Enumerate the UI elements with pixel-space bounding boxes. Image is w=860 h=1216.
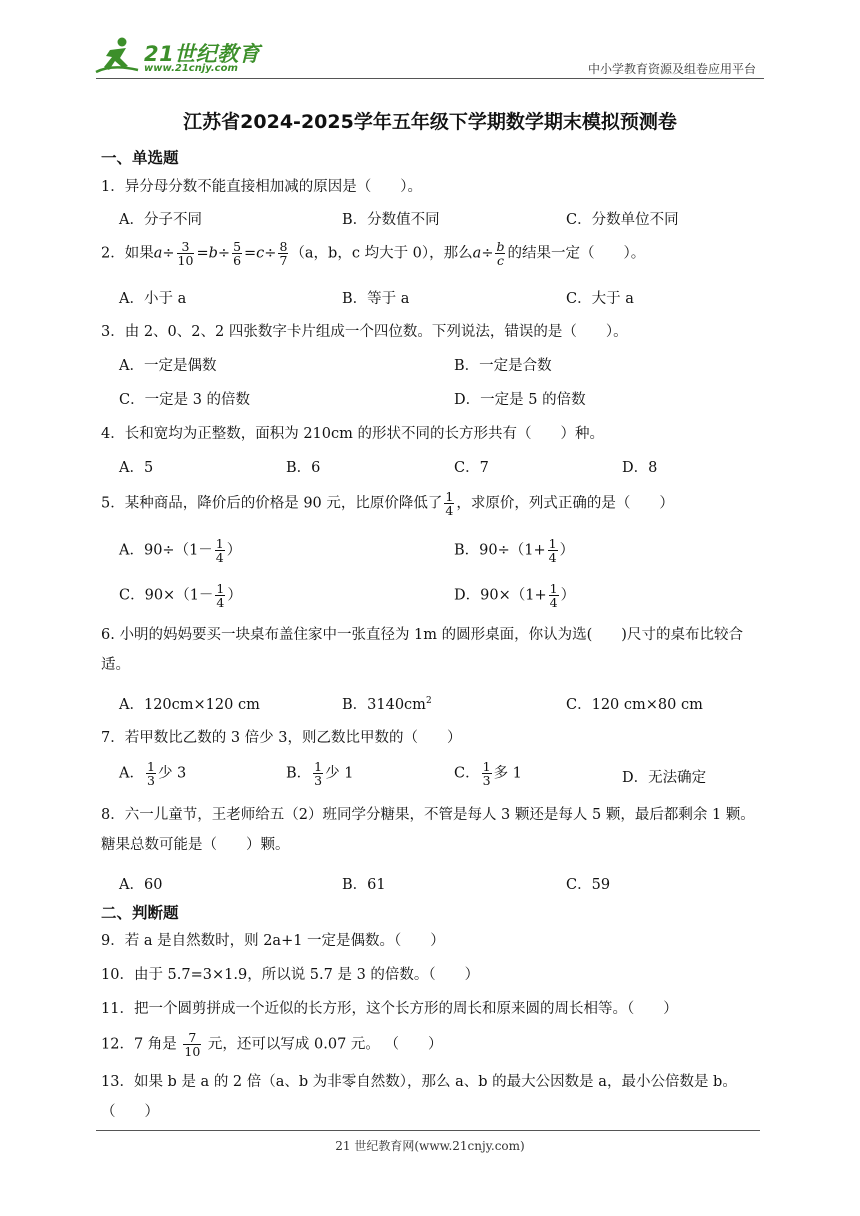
q2-condition: （a，b，c 均大于 0），那么 — [290, 245, 473, 262]
q2-lead: 2．如果 — [101, 245, 154, 262]
question-11: 11．把一个圆剪拼成一个近似的长方形，这个长方形的周长和原来圆的周长相等。（ ） — [101, 1001, 678, 1017]
question-5: 5．某种商品，降价后的价格是 90 元，比原价降低了 $\frac{1}{4}$ ，求原价，列式正确的是（ ） — [101, 489, 674, 519]
header-platform-name: 中小学教育资源及组卷应用平台 — [587, 62, 756, 76]
q5-option-a: A．90÷（1－ $\frac{1}{4}$ ） — [119, 536, 242, 566]
page-title: 江苏省2024-2025学年五年级下学期数学期末模拟预测卷 — [183, 111, 677, 133]
q3-option-b: B．一定是合数 — [454, 358, 552, 374]
q3-option-c: C．一定是 3 的倍数 — [119, 392, 251, 408]
question-3: 3．由 2、0、2、2 四张数字卡片组成一个四位数。下列说法，错误的是（ ）。 — [101, 324, 628, 340]
q5-option-b: B．90÷（1+ $\frac{1}{4}$ ） — [454, 536, 575, 566]
section-title-true-false: 二、判断题 — [101, 904, 179, 922]
q3-option-a: A．一定是偶数 — [119, 358, 217, 374]
q1-option-a: A．分子不同 — [119, 212, 202, 228]
q5-option-c: C．90×（1－ $\frac{1}{4}$ ） — [119, 581, 242, 611]
fraction-b-c: $\frac{b}{c}$ — [496, 239, 505, 269]
q2-option-b: B．等于 a — [342, 291, 410, 307]
question-1: 1．异分母分数不能直接相加减的原因是（ ）。 — [101, 179, 422, 195]
q4-option-a: A．5 — [119, 460, 154, 476]
q2-option-c: C．大于 a — [566, 291, 634, 307]
q2-option-a: A．小于 a — [119, 291, 187, 307]
q2-tail: 的结果一定（ ）。 — [507, 245, 646, 262]
q1-option-b: B．分数值不同 — [342, 212, 440, 228]
fraction-1-4: $\frac{1}{4}$ — [445, 489, 454, 519]
q4-option-b: B．6 — [286, 460, 321, 476]
q3-option-d: D．一定是 5 的倍数 — [454, 392, 586, 408]
q6-option-c: C．120 cm×80 cm — [566, 697, 703, 713]
q1-option-c: C．分数单位不同 — [566, 212, 679, 228]
page-footer: 21 世纪教育网(www.21cnjy.com) — [335, 1139, 525, 1153]
fraction-8-7: $\frac{8}{7}$ — [279, 239, 288, 269]
logo-text: 21世纪教育 — [144, 42, 261, 66]
question-12: 12．7 角是 $\frac{7}{10}$ 元，还可以写成 0.07 元。 （ ） — [101, 1030, 443, 1060]
fraction-3-10: $\frac{3}{10}$ — [177, 239, 194, 269]
site-logo — [92, 36, 262, 78]
q7-option-c: C． $\frac{1}{3}$ 多 1 — [454, 759, 522, 789]
question-4: 4．长和宽均为正整数，面积为 210cm 的形状不同的长方形共有（ ）种。 — [101, 426, 604, 442]
op-div: ÷ — [162, 245, 175, 262]
question-7: 7．若甲数比乙数的 3 倍少 3，则乙数比甲数的（ ） — [101, 730, 462, 746]
question-6: 6. 小明的妈妈要买一块桌布盖住家中一张直径为 1m 的圆形桌面，你认为选( )尺寸的桌布比较合适。 — [101, 627, 743, 673]
q4-option-c: C．7 — [454, 460, 489, 476]
q6-option-b: B．$3140cm^2$ — [342, 696, 432, 713]
header-divider — [96, 78, 764, 79]
footer-divider — [96, 1130, 760, 1131]
question-10: 10．由于 5.7=3×1.9，所以说 5.7 是 3 的倍数。（ ） — [101, 967, 480, 983]
question-9: 9．若 a 是自然数时，则 2a+1 一定是偶数。（ ） — [101, 933, 445, 949]
question-2: 2．如果a÷ $\frac{3}{10}$ =b÷ $\frac{5}{6}$ =c÷ $\frac{8}{7}$ （a，b，c 均大于 0），那么a÷ $\frac{b}{c}$ 的结果一定（ ）。 — [101, 239, 646, 269]
q7-option-b: B． $\frac{1}{3}$ 少 1 — [286, 759, 354, 789]
q4-option-d: D．8 — [622, 460, 658, 476]
page-header — [0, 0, 860, 82]
section-title-single-choice: 一、单选题 — [101, 149, 179, 167]
question-8: 8．六一儿童节，王老师给五（2）班同学分糖果，不管是每人 3 颗还是每人 5 颗，最后都剩余 1 颗。糖果总数可能是（ ）颗。 — [101, 807, 755, 853]
q8-option-c: C．59 — [566, 877, 611, 893]
q5-option-d: D．90×（1+ $\frac{1}{4}$ ） — [454, 581, 576, 611]
q8-option-a: A．60 — [119, 877, 163, 893]
question-13: 13．如果 b 是 a 的 2 倍（a、b 为非零自然数），那么 a、b 的最大公因数是 a，最小公倍数是 b。（ ） — [101, 1074, 737, 1120]
var-a: a — [153, 245, 163, 262]
q7-option-a: A． $\frac{1}{3}$ 少 3 — [119, 759, 187, 789]
q8-option-b: B．61 — [342, 877, 386, 893]
fraction-7-10: $\frac{7}{10}$ — [184, 1030, 201, 1060]
q6-option-a: A．120cm×120 cm — [119, 697, 260, 713]
fraction-5-6: $\frac{5}{6}$ — [233, 239, 242, 269]
logo-url: www.21cnjy.com — [144, 63, 238, 74]
q7-option-d: D．无法确定 — [622, 770, 707, 786]
runner-logo-icon — [92, 36, 142, 76]
